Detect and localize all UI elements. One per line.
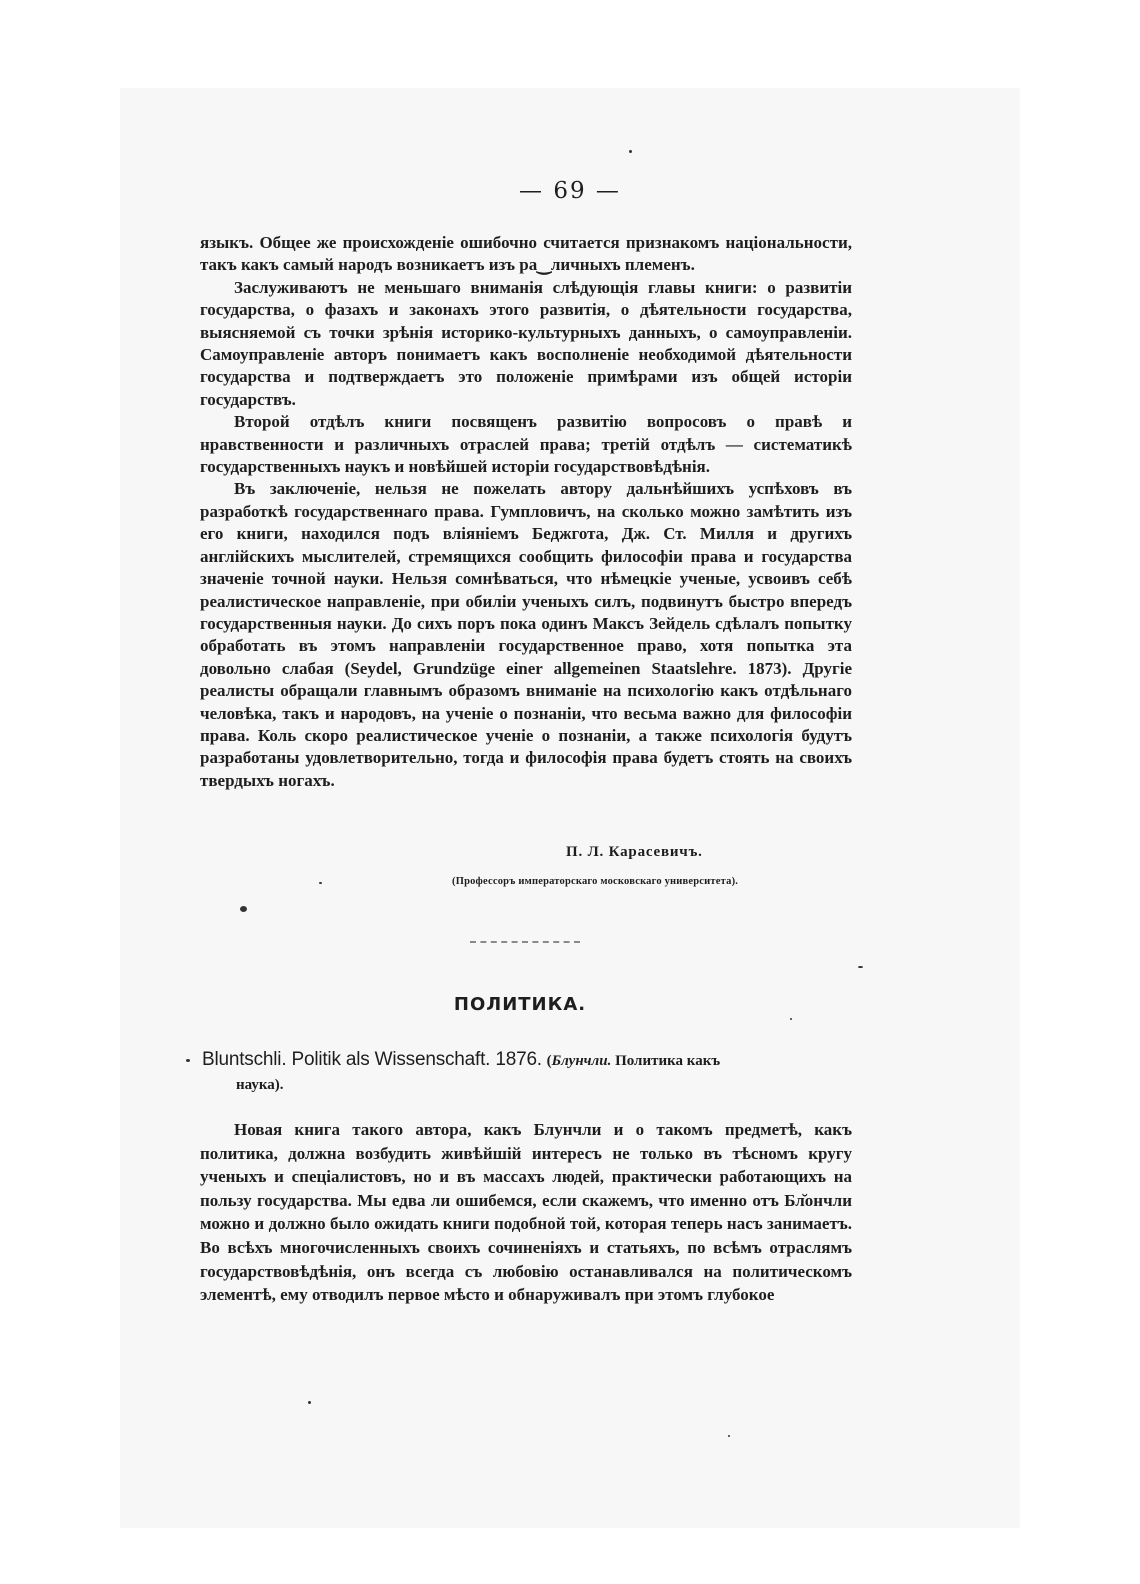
scan-speck: [319, 882, 322, 884]
scan-speck: [629, 150, 632, 153]
body-paragraph: Новая книга такого автора, какъ Блунчли и о такомъ предметѣ, какъ политика, должна возбудить живѣйшій интересъ не только въ тѣсномъ кругу ученыхъ и спеціалистовъ, но и въ массахъ людей, практически работающихъ на пользу государства. Мы едва ли ошибемся, если скажемъ, что именно отъ Бл̆ончли можно и должно было ожидать книги подобной той, которая теперь насъ занимаетъ. Во всѣхъ многочисленныхъ своихъ сочиненіяхъ и статьяхъ, по всѣмъ отраслямъ государствовѣдѣнія, онъ всегда съ любовію останавливался на политическомъ элементѣ, ему отводилъ первое мѣсто и обнаруживалъ при этомъ глубокое: [200, 1120, 852, 1305]
book-title-latin: Bluntschli. Politik als Wissenschaft. 1876.: [202, 1049, 542, 1070]
author-signature: П. Л. Карасевичъ.: [566, 844, 703, 860]
book-title-author-ru: Блунчли.: [551, 1053, 612, 1069]
scan-speck: [308, 1401, 311, 1404]
page-number: — 69 —: [519, 178, 621, 204]
book-title-ru: Политика какъ: [611, 1053, 721, 1069]
section-separator: [470, 941, 580, 943]
review-paragraph: языкъ. Общее же происхожденіе ошибочно считается признакомъ національности, такъ какъ самый народъ возникаетъ изъ ра‿личныхъ племенъ.: [200, 233, 852, 275]
book-entry-title: [202, 1048, 852, 1097]
review-paragraph: Второй отдѣлъ книги посвященъ развитію вопросовъ о правѣ и нравственности и различныхъ отраслей права; третій отдѣлъ — систематикѣ государственныхъ наукъ и новѣйшей исторіи государствовѣдѣнія.: [200, 412, 852, 477]
review-paragraph: Заслуживаютъ не меньшаго вниманія слѣдующія главы книги: о развитіи государства, о фазахъ и законахъ этого развитія, о дѣятельности государства, выясняемой съ точки зрѣнія историко-культурныхъ данныхъ, о самоуправленіи. Самоуправленіе авторъ понимаетъ какъ восполненіе необходимой дѣятельности государства и подтверждаетъ это положеніе примѣрами изъ общей исторіи государствъ.: [200, 277, 852, 409]
scan-speck: [790, 1018, 792, 1020]
book-title-paren: (: [546, 1053, 552, 1069]
body-text: [200, 1118, 852, 1307]
scan-speck: [728, 1435, 730, 1437]
book-title-ru-line2: наука).: [236, 1077, 284, 1093]
review-paragraph: Въ заключеніе, нельзя не пожелать автору дальнѣйшихъ успѣховъ въ разработкѣ государственнаго права. Гумпловичъ, на сколько можно замѣтить изъ его книги, находился подъ вліяніемъ Беджгота, Дж. Ст. Милля и другихъ англійскихъ мыслителей, стремящихся сообщить философіи права и государства значеніе точной науки. Нельзя сомнѣваться, что нѣмецкіе ученые, усвоивъ себѣ реалистическое направленіе, при обиліи ученыхъ силъ, подвинутъ быстро впередъ государственныя науки. До сихъ поръ пока одинъ Максъ Зейдель сдѣлалъ попытку обработать въ этомъ направленіи государственное право, хотя попытка эта довольно слабая (Seydel, Grundzüge einer allgemeinen Staatslehre. 1873). Другіе реалисты обращали главнымъ образомъ вниманіе на психологію какъ отдѣльнаго человѣка, такъ и народовъ, на ученіе о познаніи, что весьма важно для философіи права. Коль скоро реалистическое ученіе о познаніи, а также психологія будутъ разработаны удовлетворительно, тогда и философія права будетъ стоять на своихъ твердыхъ ногахъ.: [200, 479, 852, 790]
review-text: [200, 232, 852, 792]
scan-speck: [186, 1059, 190, 1062]
section-heading: ПОЛИТИКА.: [453, 994, 587, 1015]
scan-speck: [858, 966, 863, 968]
author-affiliation: (Профессоръ императорскаго московскаго университета).: [452, 876, 739, 887]
scan-speck: [240, 906, 247, 912]
